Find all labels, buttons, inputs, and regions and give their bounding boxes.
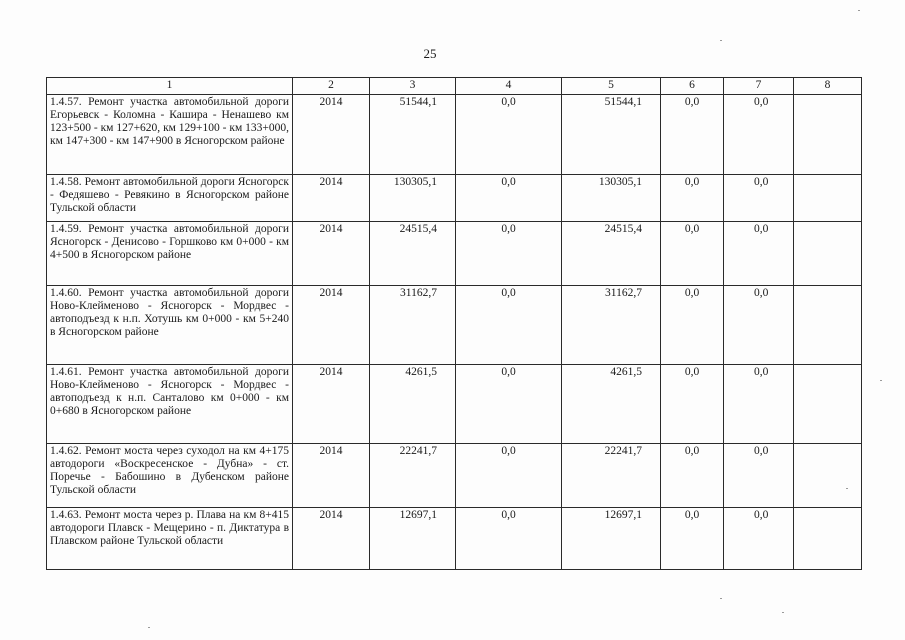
value-cell: 0,0 [724,95,794,175]
value-cell [794,508,862,570]
header-row [47,78,862,95]
total-cell: 4261,5 [370,365,456,444]
value-cell [794,95,862,175]
table-row [47,95,862,175]
table-row [47,175,862,222]
value-cell: 0,0 [724,444,794,508]
scan-speck [782,612,784,613]
table-row [47,222,862,286]
year-cell: 2014 [293,508,370,570]
value-cell: 0,0 [456,444,562,508]
year-cell: 2014 [293,95,370,175]
header-cell: 2 [293,78,370,95]
value-cell: 0,0 [724,508,794,570]
value-cell: 0,0 [661,286,724,365]
value-cell: 51544,1 [562,95,661,175]
scan-speck [720,40,722,41]
total-cell: 24515,4 [370,222,456,286]
item-name-cell: 1.4.59. Ремонт участка автомобильной дороги Ясногорск - Денисово - Горшково км 0+000 - км 4+500 в Ясногорском районе [47,222,293,286]
scan-speck [846,488,848,489]
item-name-cell: 1.4.58. Ремонт автомобильной дороги Ясногорск - Федяшево - Ревякино в Ясногорском районе Тульской области [47,175,293,222]
value-cell: 0,0 [661,175,724,222]
table-row [47,365,862,444]
year-cell: 2014 [293,286,370,365]
header-cell: 1 [47,78,293,95]
value-cell: 0,0 [661,222,724,286]
total-cell: 22241,7 [370,444,456,508]
value-cell: 0,0 [456,175,562,222]
total-cell: 12697,1 [370,508,456,570]
value-cell: 0,0 [456,222,562,286]
value-cell: 0,0 [724,175,794,222]
total-cell: 130305,1 [370,175,456,222]
scan-speck [148,627,150,628]
value-cell: 22241,7 [562,444,661,508]
page-number: 25 [423,46,437,61]
program-table [46,77,862,570]
item-name-cell: 1.4.61. Ремонт участка автомобильной дороги Ново-Клейменово - Ясногорск - Мордвес - автоподъезд к н.п. Санталово км 0+000 - км 0+680 в Ясногорском районе [47,365,293,444]
item-name-cell: 1.4.63. Ремонт моста через р. Плава на км 8+415 автодороги Плавск - Мещерино - п. Диктатура в Плавском районе Тульской области [47,508,293,570]
value-cell: 130305,1 [562,175,661,222]
table-row [47,508,862,570]
value-cell: 31162,7 [562,286,661,365]
item-name-cell: 1.4.62. Ремонт моста через суходол на км 4+175 автодороги «Воскресенское - Дубна» - ст. Поречье - Бабошино в Дубенском районе Тульской области [47,444,293,508]
item-name-cell: 1.4.60. Ремонт участка автомобильной дороги Ново-Клейменово - Ясногорск - Мордвес - автоподъезд к н.п. Хотушь км 0+000 - км 5+240 в Ясногорском районе [47,286,293,365]
value-cell [794,222,862,286]
header-cell: 6 [661,78,724,95]
header-cell: 7 [724,78,794,95]
value-cell: 0,0 [724,286,794,365]
value-cell: 0,0 [456,508,562,570]
header-cell: 3 [370,78,456,95]
header-cell: 8 [794,78,862,95]
table-row [47,444,862,508]
value-cell: 0,0 [661,95,724,175]
value-cell: 0,0 [724,365,794,444]
value-cell: 0,0 [456,365,562,444]
scan-speck [858,10,860,11]
value-cell [794,444,862,508]
item-name-cell: 1.4.57. Ремонт участка автомобильной дороги Егорьевск - Коломна - Кашира - Ненашево км 123+500 - км 127+620, км 129+100 - км 133+000, км 147+300 - км 147+900 в Ясногорском районе [47,95,293,175]
value-cell [794,175,862,222]
value-cell: 24515,4 [562,222,661,286]
value-cell: 0,0 [456,286,562,365]
value-cell: 0,0 [724,222,794,286]
value-cell: 0,0 [661,508,724,570]
value-cell: 0,0 [456,95,562,175]
total-cell: 31162,7 [370,286,456,365]
value-cell: 0,0 [661,444,724,508]
year-cell: 2014 [293,365,370,444]
year-cell: 2014 [293,444,370,508]
value-cell: 4261,5 [562,365,661,444]
value-cell [794,286,862,365]
year-cell: 2014 [293,222,370,286]
table-row [47,286,862,365]
scan-speck [880,380,882,381]
year-cell: 2014 [293,175,370,222]
value-cell: 0,0 [661,365,724,444]
header-cell: 4 [456,78,562,95]
total-cell: 51544,1 [370,95,456,175]
value-cell: 12697,1 [562,508,661,570]
scan-speck [720,598,722,599]
value-cell [794,365,862,444]
header-cell: 5 [562,78,661,95]
